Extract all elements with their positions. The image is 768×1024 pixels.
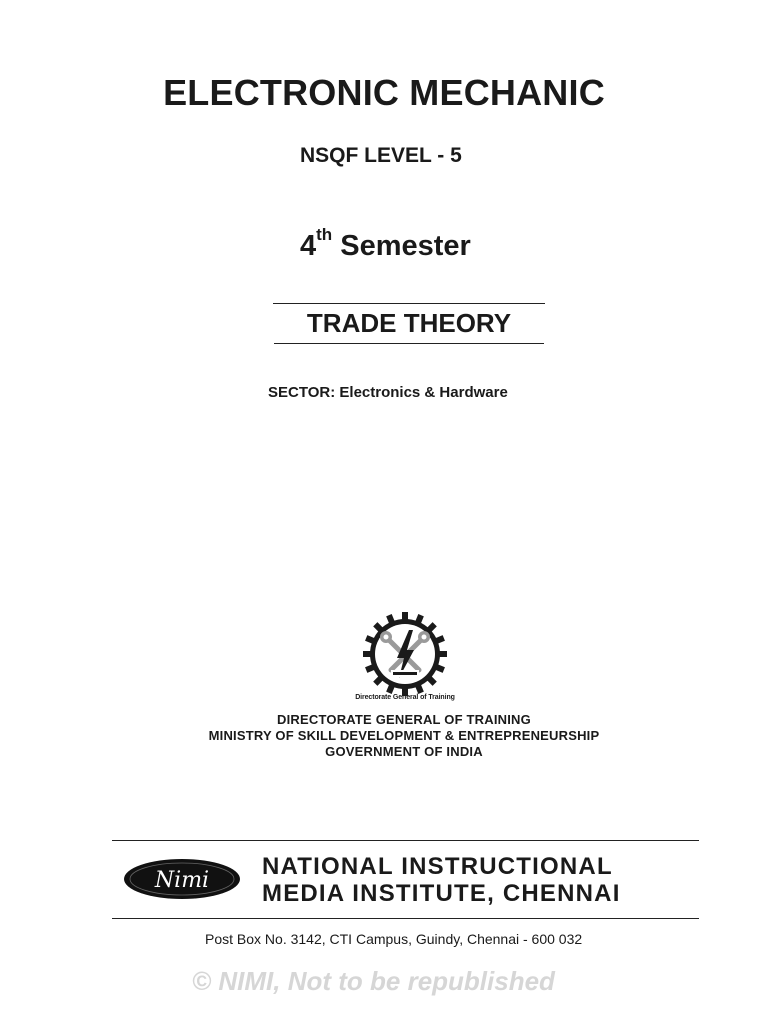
subject-rule-top [273, 303, 545, 304]
semester-number: 4 [300, 230, 317, 262]
publisher-rule-bottom [112, 918, 699, 919]
publisher-name-line-1: NATIONAL INSTRUCTIONAL [262, 853, 613, 880]
gov-line-government: GOVERNMENT OF INDIA [325, 744, 483, 759]
book-title: ELECTRONIC MECHANIC [163, 72, 605, 113]
subject-title: TRADE THEORY [306, 308, 512, 338]
publisher-address: Post Box No. 3142, CTI Campus, Guindy, Chennai - 600 032 [205, 931, 583, 947]
gov-line-ministry: MINISTRY OF SKILL DEVELOPMENT & ENTREPRENEURSHIP [208, 728, 600, 743]
nimi-logo-text: Nimi [154, 868, 210, 893]
copyright-watermark: © NIMI, Not to be republished [192, 966, 555, 996]
emblem-caption: Directorate General of Training [355, 694, 455, 701]
semester-suffix: th [316, 225, 333, 245]
sector-label: SECTOR: Electronics & Hardware [268, 384, 508, 401]
publisher-rule-top [112, 840, 699, 841]
directorate-emblem-icon [363, 612, 447, 696]
gov-line-directorate: DIRECTORATE GENERAL OF TRAINING [277, 712, 531, 727]
semester-heading [300, 225, 471, 263]
nimi-logo [123, 858, 241, 900]
subject-rule-bottom [274, 343, 544, 344]
semester-word: Semester [332, 230, 471, 262]
nsqf-level: NSQF LEVEL - 5 [300, 144, 462, 167]
publisher-name-line-2: MEDIA INSTITUTE, CHENNAI [262, 880, 621, 907]
